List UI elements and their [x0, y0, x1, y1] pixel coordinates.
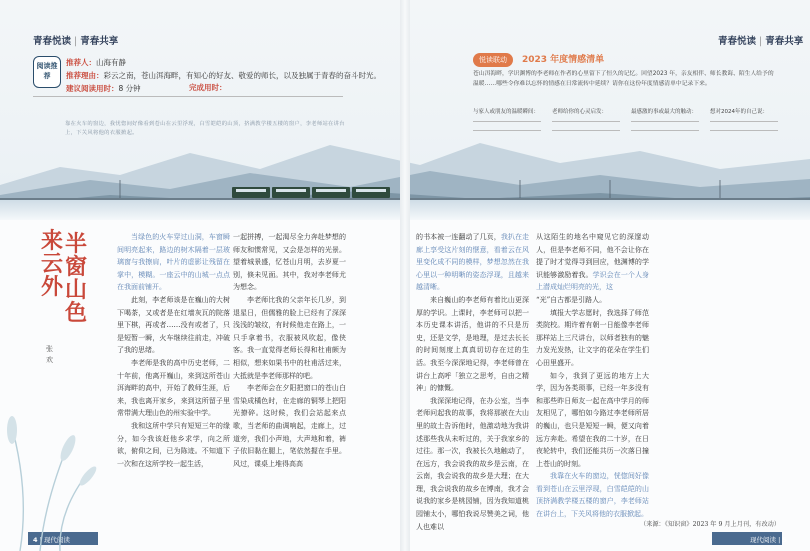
- paragraph-text: 填报大学志愿时，我选择了师范类院校。期许着有朝一日能像李老师那样站上三尺讲台，以师者独有的魅力发光发热，让文字的花朵在学生们心田里盛开。: [536, 308, 649, 367]
- paragraph-text: 一起拼搏，一起渴尽全力奔赴梦想的师友和惯常见，又会是怎样的光景。望着城景盛，忆苍山月明，去岁夏一别，倏未见面。其中，我对李老师尤为想念。: [233, 233, 346, 292]
- answer-line[interactable]: [473, 121, 541, 122]
- reason-label: 推荐理由：: [66, 71, 104, 80]
- paragraph-text: 来自巍山的李老师有着比山更深厚的学识。上课时，李老师可以把一本历史课本讲活，他讲的不只是历史，还是文学，是地理，是过去长长的时间刻度上真真切切存在过的生活。我至今深深地记得，李老师曾在讲台上高呼「独立之思考，自由之精神」的慷慨。: [416, 295, 529, 393]
- paragraph-text: 我深深地记得，在办公室，当李老师问起我的故事，我将那嵌在大山里的故土告诉他时，他激动地为我讲述那些我从未听过的，关于我家乡的过往。那一次，我被长久地触动了，在远方，我会说我的故乡是云南，在云南，我会说我的故乡是大理；在大理，我会说我的故乡在博南，我才会说我的家乡是桃园铺，因为我知道桃园铺太小，哪怕我说尽赞美之词，他人也难以: [416, 396, 529, 531]
- paragraph-text: 李老师是我的高中历史老师，二十年前，他离开巍山，来到这所苍山洱海畔的高中，开始了教师生涯，后来，我也离开家乡，来到这所留子里常带满大理山色的州实验中学。: [117, 358, 230, 418]
- article-paragraph: [416, 294, 529, 395]
- article-paragraph: [117, 357, 230, 420]
- magazine-name: 现代阅读: [43, 536, 70, 544]
- article-source: （来源：《知识窗》2023 年 9 月上月刊，有改动）: [640, 521, 781, 528]
- prompt-text: 老师给你的心灵启发：: [552, 109, 608, 115]
- folio-left: 4 | 现代阅读: [33, 536, 70, 544]
- header-separator: |: [759, 36, 763, 47]
- book-gutter: [400, 0, 410, 551]
- paragraph-text: 我和这所中学只有短短三年的缘分，如今我该赶他乡求学，向之所欲，俯仰之间，已为陈迹。不知道下一次和在这所学校一起生活，: [117, 421, 230, 468]
- highlighted-text: 学识会在一个人身上潜成灿烂明亮的光，这: [536, 270, 650, 292]
- article-paragraph: [536, 231, 649, 294]
- article-paragraph: [233, 382, 346, 470]
- reading-recommend-icon: 阅读推荐: [33, 56, 61, 88]
- prompt-item: [631, 108, 699, 131]
- subsection-label: 青春共享: [765, 36, 804, 47]
- article-column-1: [117, 231, 230, 470]
- answer-line[interactable]: [473, 130, 541, 131]
- section-label: 青春悦读: [718, 36, 757, 47]
- subsection-label: 青春共享: [80, 36, 119, 47]
- reed-illustration: [0, 400, 120, 551]
- right-header: [718, 33, 803, 47]
- reading-time-value: 8 分钟: [118, 84, 141, 93]
- divider: [33, 96, 343, 97]
- answer-line[interactable]: [631, 130, 699, 131]
- article-column-2: [233, 231, 346, 470]
- article-paragraph: [117, 420, 230, 470]
- paragraph-text: 李老师比我的父亲年长几岁，到退星日，但儒雅的脸上已经有了深深浅浅的皱纹，有时候他走在路上，一只手拿着书，衣服被风吹起，像侠客。我一直觉得老师长得和杜甫颇为相似，想来如果书中的杜甫活过来，大抵就是李老师那样的吧。: [233, 295, 346, 380]
- reading-time-label: 建议阅读用时：: [66, 84, 119, 93]
- activity-title: 2023 年度情感清单: [522, 55, 605, 65]
- answer-line[interactable]: [552, 121, 620, 122]
- article-paragraph: [536, 470, 649, 520]
- activity-tag: 悦读联动: [473, 53, 513, 67]
- page-number: 5: [782, 536, 787, 544]
- article-paragraph: [536, 370, 649, 471]
- article-paragraph: [536, 307, 649, 370]
- header-separator: |: [74, 36, 78, 47]
- highlighted-text: 我靠在火车的窗边，恍惚间好像看到苍山在云里浮现，白雪皑皑的山顶挤满教学楼五楼的窗户，李老师站在讲台上，下关风将他的衣服掀起。: [536, 472, 649, 519]
- paragraph-text: 如今，我到了更远的地方上大学，因为各类琐事，已经一年多没有和那些昨日师友一起在高中学月的师友相见了，哪怕如今路过李老师所居的巍山，也只是短短一瞬，便又向着远方奔赴。希望在我的二十岁，在日夜轮转中，我们还能共历一次落日撞上苍山的时刻。: [536, 371, 649, 468]
- completion-time-label: 完成用时：: [189, 83, 227, 92]
- prompt-item: [473, 108, 541, 131]
- article-paragraph: [117, 294, 230, 357]
- folio-right: 现代阅读 | 5: [750, 536, 787, 544]
- prompt-text: 最感激的事或最大的触动：: [631, 109, 698, 115]
- section-label: 青春悦读: [33, 36, 72, 47]
- prompt-item: [552, 108, 620, 131]
- highlighted-text: 当绿色的火车穿过山洞，车窗瞬间明亮起来，路边的树木隔着一层玻璃窗与我擦肩，叶片的虚影让残留在掌中，模糊。一座云中的山城一点点在我面前铺开。: [117, 233, 230, 292]
- answer-line[interactable]: [710, 121, 778, 122]
- article-paragraph: [416, 395, 529, 534]
- paragraph-text: 此刻，李老师该是在巍山的大树下喝茶，又或者是在红墙灰瓦的院落里下棋，再或者……没有或者了，只是短暂一瞬，火车继续往前走，冲破了我的思绪。: [117, 295, 230, 355]
- prompt-item: [710, 108, 778, 131]
- paragraph-text: 李老师会在夕阳把窗口的苍山白雪染成橘色时，在走廊的铜琴上把阳光撩碎。这时候，我们会站起来点歌，当老师的曲调响起，走廊上，过道旁，我们小声地，大声地和着，裤子依旧黏在腿上，笔依然握在手里。风过，谍桌上堆得高高: [233, 384, 346, 468]
- image-caption: 靠在火车的窗边，我忧惚间好像看到苍山在云里浮现，白雪皑皑的山顶，挤满教学楼五楼的窗户，李老师站在讲台上，下关风将他的衣服掀起。: [65, 121, 345, 136]
- article-column-3: [416, 231, 529, 533]
- article-title-line-1: 半窗山色: [64, 231, 87, 326]
- paragraph-text: 的书本被一连翻动了几页，: [416, 233, 501, 241]
- reason-value: 彩云之南，苍山洱海畔，有知心的好友、敬爱的师长，以及独属于青春的奋斗时光。: [103, 71, 381, 80]
- answer-line[interactable]: [552, 130, 620, 131]
- article-paragraph: [416, 231, 529, 294]
- page-number: 4: [33, 536, 38, 544]
- prompt-list: [473, 108, 778, 131]
- activity-body: 苍山洱海畔，学识渊博的李老师在作者的心里留下了恒久的记忆。回望2023 年，亲友相伴、师长教诲、陌生人给予的温暖……哪些令你难以忘怀的情感在日常流转中延续？请你在这份年度情感清单中记录下来。: [473, 71, 774, 87]
- answer-line[interactable]: [631, 121, 699, 122]
- recommender-value: 山海有静: [96, 58, 126, 67]
- left-header: [33, 33, 118, 47]
- article-paragraph: [233, 294, 346, 382]
- article-title-line-2: 来云外: [40, 228, 63, 300]
- article-paragraph: [117, 231, 230, 294]
- paragraph-text: “光”自古都是引路人。: [536, 295, 607, 304]
- prompt-text: 想对2024年的自己说：: [710, 109, 768, 115]
- magazine-name: 现代阅读: [750, 536, 776, 544]
- article-column-4: [536, 231, 649, 521]
- prompt-text: 与家人或朋友的温暖瞬间：: [473, 109, 540, 115]
- highlighted-text: 我扒在走廊上享受这片刻的惬意，看着云在风里变化成不同的模样，梦想忽然在我心里以一种明晰的姿态浮现，且越来越清晰。: [416, 233, 530, 292]
- article-author: 张欢: [46, 345, 53, 364]
- article-paragraph: [233, 231, 346, 294]
- recommender-label: 推荐人：: [66, 58, 96, 67]
- answer-line[interactable]: [710, 130, 778, 131]
- paragraph-text: 从这陌生的地名中窥见它的深邃动人，但是李老师不同，他不会让你在提了时才觉得寻到回应，他渊博的学识能够激励着我。: [536, 233, 649, 279]
- article-paragraph: [536, 294, 649, 307]
